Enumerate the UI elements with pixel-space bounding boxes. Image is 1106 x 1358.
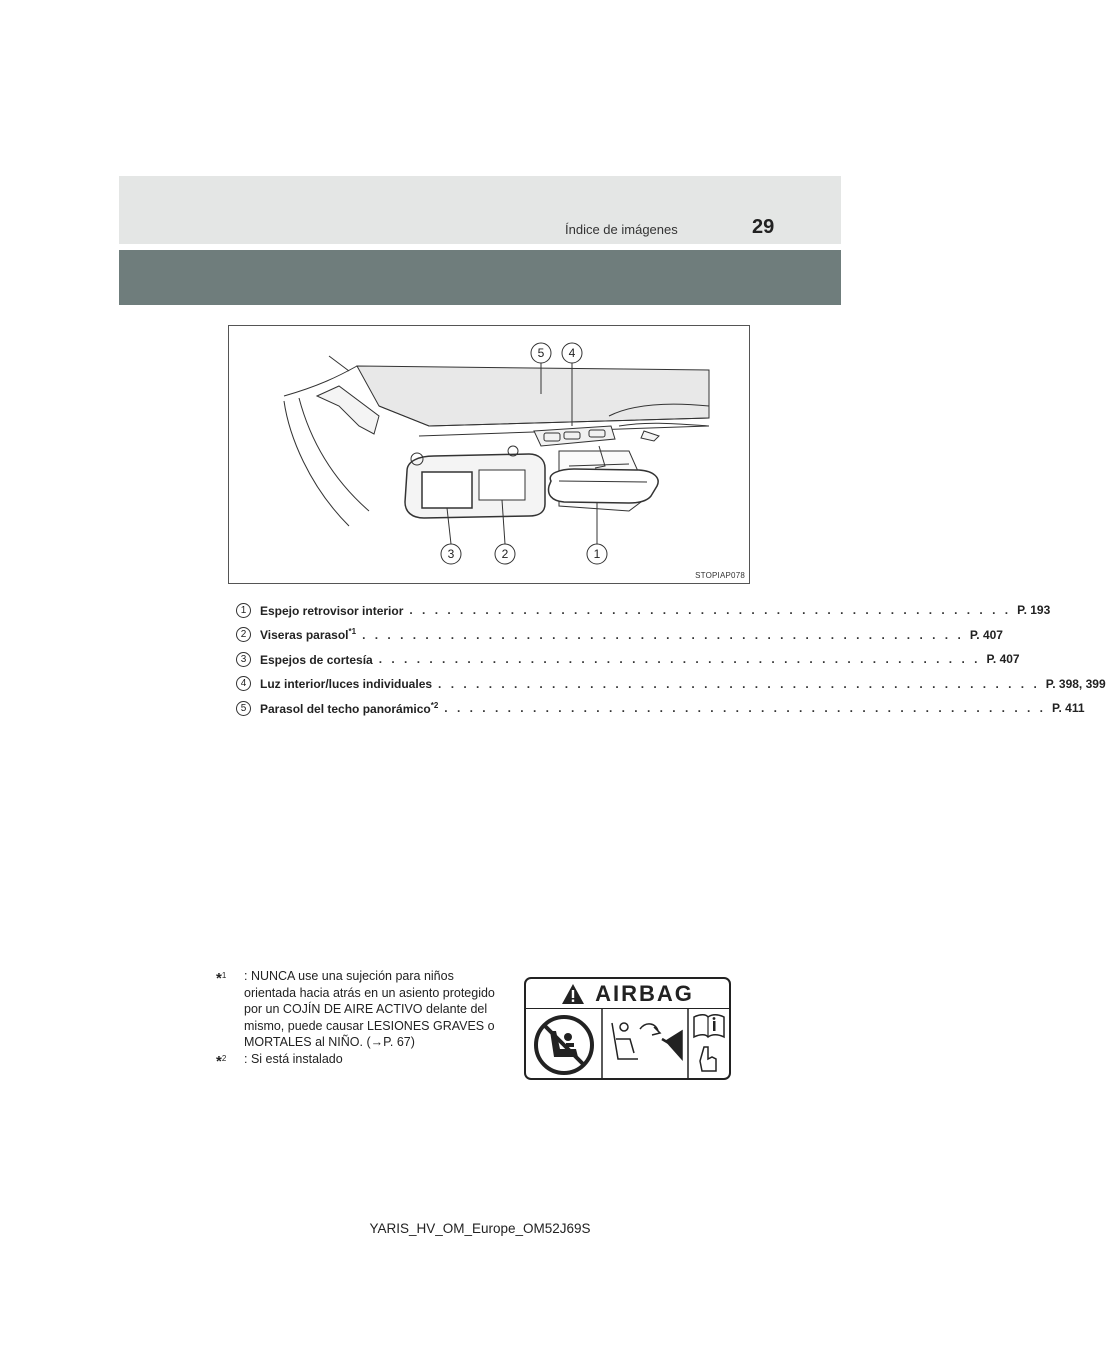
read-manual-icon bbox=[694, 1015, 724, 1071]
dot-leader: . . . . . . . . . . . . . . . . . . . . . . . . . . . . . . . . . . . . . . . . . . . . . . . . bbox=[362, 627, 964, 642]
footnote-mark: *$^2$ bbox=[216, 1052, 227, 1070]
rearview-mirror-shape bbox=[549, 469, 659, 503]
airbag-label-header bbox=[526, 979, 729, 1009]
dot-leader: . . . . . . . . . . . . . . . . . . . . . . . . . . . . . . . . . . . . . . . . . . . . . . . . bbox=[409, 603, 1012, 618]
no-rear-facing-child-seat-icon bbox=[536, 1017, 592, 1073]
item-number-badge: 2 bbox=[236, 627, 251, 642]
dot-leader: . . . . . . . . . . . . . . . . . . . . . . . . . . . . . . . . . . . . . . . . . . . . . . . . bbox=[444, 701, 1047, 716]
grab-handle-shape bbox=[317, 386, 379, 434]
airbag-label-icons bbox=[526, 1009, 729, 1080]
warning-triangle-icon bbox=[561, 983, 585, 1005]
item-page-ref[interactable]: P. 407 bbox=[969, 627, 1003, 642]
item-number-badge: 5 bbox=[236, 701, 251, 716]
interior-lights-shape bbox=[534, 426, 615, 446]
footnote-text: : Si está instalado bbox=[244, 1051, 343, 1066]
figure-code: STOPIAP078 bbox=[695, 571, 745, 580]
item-page-ref[interactable]: P. 411 bbox=[1052, 701, 1085, 716]
svg-text:1: 1 bbox=[593, 547, 601, 561]
svg-text:5: 5 bbox=[537, 346, 545, 360]
footnote-1 bbox=[216, 968, 506, 1051]
airbag-warning-label bbox=[524, 977, 731, 1080]
index-item-5[interactable] bbox=[236, 696, 1085, 721]
vanity-mirror-shape bbox=[422, 472, 472, 508]
callout-1 bbox=[587, 544, 607, 564]
item-page-ref[interactable]: P. 398, 399 bbox=[1045, 676, 1106, 691]
roof-drawing bbox=[229, 326, 749, 583]
page-number: 29 bbox=[752, 216, 775, 238]
section-bar bbox=[119, 250, 841, 305]
index-item-3[interactable] bbox=[236, 647, 1020, 672]
svg-text:2: 2 bbox=[501, 547, 509, 561]
item-number-badge: 3 bbox=[236, 652, 251, 667]
interior-roof-illustration bbox=[228, 325, 750, 584]
index-item-2[interactable] bbox=[236, 623, 1003, 648]
item-label: Luz interior/luces individuales bbox=[260, 677, 433, 692]
header-title: Índice de imágenes bbox=[565, 222, 678, 237]
index-item-1[interactable] bbox=[236, 598, 1051, 623]
airbag-word: AIRBAG bbox=[595, 980, 694, 1006]
item-label: Viseras parasol$^{*1}$ bbox=[260, 627, 357, 643]
callout-4 bbox=[562, 343, 582, 363]
panoramic-sunshade-shape bbox=[357, 366, 709, 426]
item-page-ref[interactable]: P. 193 bbox=[1017, 603, 1051, 618]
callout-2 bbox=[495, 544, 515, 564]
header-band bbox=[119, 176, 841, 244]
callout-3 bbox=[441, 544, 461, 564]
item-number-badge: 4 bbox=[236, 676, 251, 691]
item-label: Espejos de cortesía bbox=[260, 652, 373, 667]
index-list bbox=[236, 598, 1106, 721]
svg-text:4: 4 bbox=[568, 346, 576, 360]
index-item-4[interactable] bbox=[236, 672, 1106, 697]
svg-text:3: 3 bbox=[447, 547, 455, 561]
item-label: Parasol del techo panorámico$^{*2}$ bbox=[260, 700, 439, 716]
dot-leader: . . . . . . . . . . . . . . . . . . . . . . . . . . . . . . . . . . . . . . . . . . . . . . . . bbox=[378, 652, 981, 667]
item-page-ref[interactable]: P. 407 bbox=[986, 652, 1020, 667]
dot-leader: . . . . . . . . . . . . . . . . . . . . . . . . . . . . . . . . . . . . . . . . . . . . . . . . bbox=[438, 676, 1040, 691]
footnote-text: : NUNCA use una sujeción para niños orientada hacia atrás en un asiento protegido por un COJÍN DE AIRE ACTIVO delante del mismo, puede causar LESIONES GRAVES o MORTALES al NIÑO. (→P. 67) bbox=[244, 969, 495, 1049]
item-label: Espejo retrovisor interior bbox=[260, 603, 404, 618]
callout-5 bbox=[531, 343, 551, 363]
document-code: YARIS_HV_OM_Europe_OM52J69S bbox=[369, 1221, 591, 1236]
footnote-mark: *$^1$ bbox=[216, 970, 227, 988]
footnote-2 bbox=[216, 1051, 506, 1071]
item-number-badge: 1 bbox=[236, 603, 251, 618]
airbag-deploy-icon bbox=[612, 1023, 682, 1059]
footnotes bbox=[216, 968, 506, 1070]
